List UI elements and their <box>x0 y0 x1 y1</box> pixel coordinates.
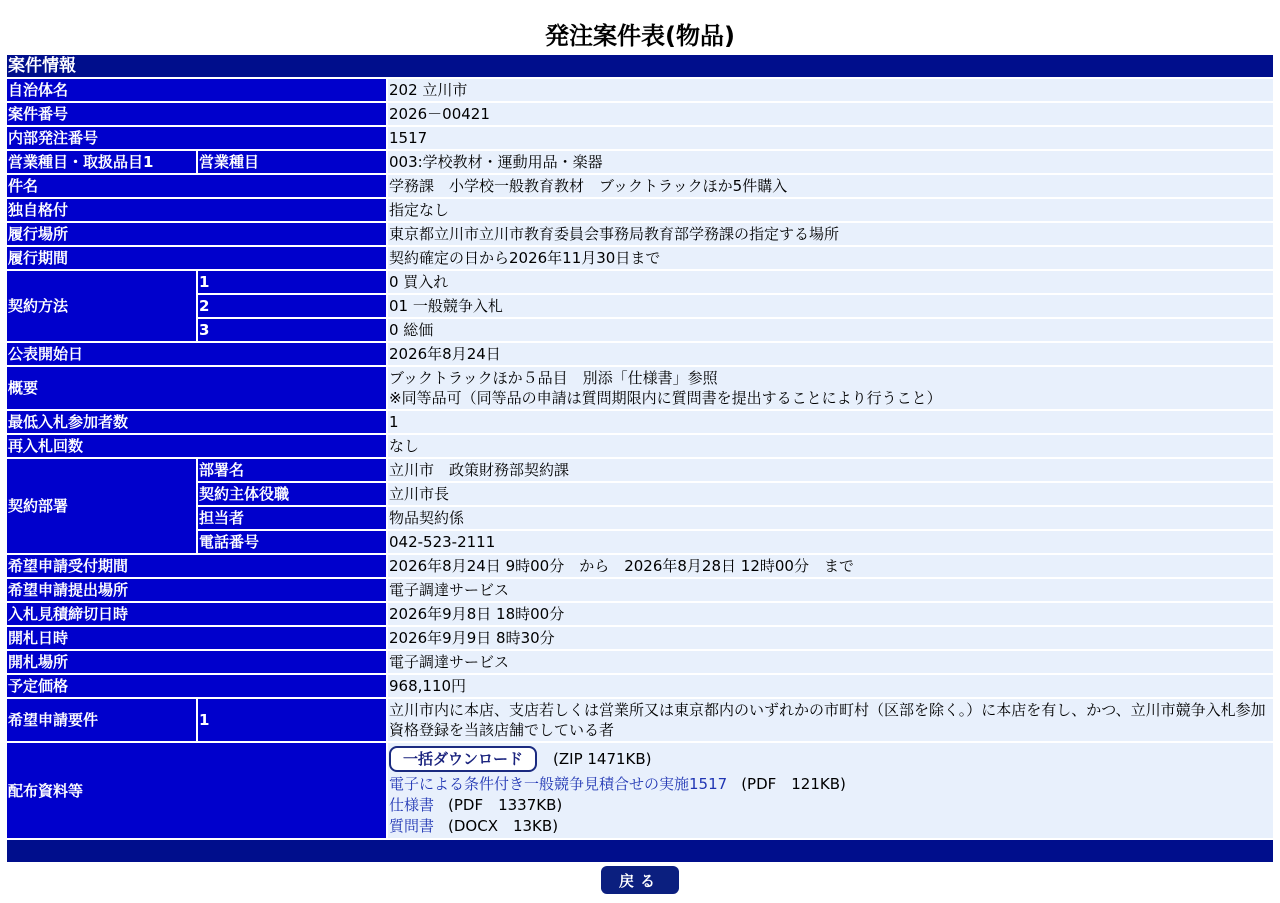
label-opening-place: 開札場所 <box>7 651 386 673</box>
label-application-period: 希望申請受付期間 <box>7 555 386 577</box>
table-row <box>7 555 1273 577</box>
file-link-announcement[interactable]: 電子による条件付き一般競争見積合せの実施1517 <box>389 775 728 793</box>
section-header: 案件情報 <box>7 55 1273 77</box>
table-row <box>7 79 1273 101</box>
value-rebid-count: なし <box>388 435 1273 457</box>
table-row <box>7 459 1273 481</box>
file-item <box>389 795 1272 816</box>
sublabel-phone-number: 電話番号 <box>198 531 386 553</box>
value-application-period: 2026年8月24日 9時00分 から 2026年8月28日 12時00分 まで <box>388 555 1273 577</box>
table-row <box>7 343 1273 365</box>
table-row <box>7 743 1273 838</box>
label-municipality: 自治体名 <box>7 79 386 101</box>
file-info: (PDF 121KB) <box>741 775 846 793</box>
table-row <box>7 627 1273 649</box>
table-row <box>7 483 1273 505</box>
table-footer-bar <box>7 840 1273 862</box>
label-application-requirements: 希望申請要件 <box>7 699 196 741</box>
label-application-place: 希望申請提出場所 <box>7 579 386 601</box>
label-overview: 概要 <box>7 367 386 409</box>
file-item <box>389 816 1272 837</box>
value-opening-place: 電子調達サービス <box>388 651 1273 673</box>
value-documents <box>388 743 1273 838</box>
overview-line: ※同等品可（同等品の申請は質問期限内に質問書を提出することにより行うこと） <box>389 389 942 407</box>
value-min-bidders: 1 <box>388 411 1273 433</box>
value-subject: 学務課 小学校一般教育教材 ブックトラックほか5件購入 <box>388 175 1273 197</box>
value-application-place: 電子調達サービス <box>388 579 1273 601</box>
file-info: (DOCX 13KB) <box>448 817 559 835</box>
footer-row <box>7 840 1273 862</box>
label-contract-method: 契約方法 <box>7 271 196 341</box>
value-department-name: 立川市 政策財務部契約課 <box>388 459 1273 481</box>
table-row <box>7 411 1273 433</box>
value-contract-method-1: 0 買入れ <box>388 271 1273 293</box>
table-row <box>7 319 1273 341</box>
label-contract-department: 契約部署 <box>7 459 196 553</box>
sublabel-contract-method-1: 1 <box>198 271 386 293</box>
table-row <box>7 699 1273 741</box>
table-row <box>7 199 1273 221</box>
back-button-area <box>0 864 1280 894</box>
table-row <box>7 247 1273 269</box>
sublabel-contract-method-3: 3 <box>198 319 386 341</box>
label-case-number: 案件番号 <box>7 103 386 125</box>
label-place-of-performance: 履行場所 <box>7 223 386 245</box>
table-row <box>7 675 1273 697</box>
sublabel-person-in-charge: 担当者 <box>198 507 386 529</box>
value-publication-start: 2026年8月24日 <box>388 343 1273 365</box>
table-row <box>7 175 1273 197</box>
sublabel-contracting-official: 契約主体役職 <box>198 483 386 505</box>
label-opening-datetime: 開札日時 <box>7 627 386 649</box>
back-button[interactable]: 戻る <box>601 866 679 894</box>
value-internal-order-number: 1517 <box>388 127 1273 149</box>
table-row <box>7 295 1273 317</box>
table-row <box>7 103 1273 125</box>
label-rebid-count: 再入札回数 <box>7 435 386 457</box>
bulk-download-row <box>389 744 1272 774</box>
table-row <box>7 507 1273 529</box>
label-original-rating: 独自格付 <box>7 199 386 221</box>
label-estimated-price: 予定価格 <box>7 675 386 697</box>
value-overview <box>388 367 1273 409</box>
label-business-category: 営業種目・取扱品目1 <box>7 151 196 173</box>
table-row <box>7 579 1273 601</box>
value-bid-deadline: 2026年9月8日 18時00分 <box>388 603 1273 625</box>
value-contract-method-2: 01 一般競争入札 <box>388 295 1273 317</box>
sublabel-business-category: 営業種目 <box>198 151 386 173</box>
value-person-in-charge: 物品契約係 <box>388 507 1273 529</box>
value-contract-method-3: 0 総価 <box>388 319 1273 341</box>
sublabel-department-name: 部署名 <box>198 459 386 481</box>
table-row <box>7 435 1273 457</box>
sublabel-application-requirement-1: 1 <box>198 699 386 741</box>
value-contracting-official: 立川市長 <box>388 483 1273 505</box>
table-row <box>7 531 1273 553</box>
page-title: 発注案件表(物品) <box>545 22 735 50</box>
value-estimated-price: 968,110円 <box>388 675 1273 697</box>
table-row <box>7 603 1273 625</box>
value-case-number: 2026－00421 <box>388 103 1273 125</box>
table-row <box>7 223 1273 245</box>
file-link-question-form[interactable]: 質問書 <box>389 817 435 835</box>
bulk-download-button[interactable]: 一括ダウンロード <box>389 746 537 772</box>
overview-line: ブックトラックほか５品目 別添「仕様書」参照 <box>389 369 718 387</box>
table-row <box>7 651 1273 673</box>
file-info: (PDF 1337KB) <box>448 796 563 814</box>
section-header-row <box>7 55 1273 77</box>
value-place-of-performance: 東京都立川市立川市教育委員会事務局教育部学務課の指定する場所 <box>388 223 1273 245</box>
value-original-rating: 指定なし <box>388 199 1273 221</box>
table-row <box>7 151 1273 173</box>
label-publication-start: 公表開始日 <box>7 343 386 365</box>
value-phone-number: 042-523-2111 <box>388 531 1273 553</box>
label-period-of-performance: 履行期間 <box>7 247 386 269</box>
sublabel-contract-method-2: 2 <box>198 295 386 317</box>
value-business-category: 003:学校教材・運動用品・楽器 <box>388 151 1273 173</box>
bulk-download-info: (ZIP 1471KB) <box>553 750 652 768</box>
file-link-specification[interactable]: 仕様書 <box>389 796 435 814</box>
table-row <box>7 367 1273 409</box>
table-row <box>7 271 1273 293</box>
label-documents: 配布資料等 <box>7 743 386 838</box>
label-internal-order-number: 内部発注番号 <box>7 127 386 149</box>
table-row <box>7 127 1273 149</box>
value-application-requirement-1: 立川市内に本店、支店若しくは営業所又は東京都内のいずれかの市町村（区部を除く。）に本店を有し、かつ、立川市競争入札参加資格登録を当該店舗でしている者 <box>388 699 1273 741</box>
value-period-of-performance: 契約確定の日から2026年11月30日まで <box>388 247 1273 269</box>
case-info-table <box>5 53 1275 864</box>
label-min-bidders: 最低入札参加者数 <box>7 411 386 433</box>
label-bid-deadline: 入札見積締切日時 <box>7 603 386 625</box>
value-opening-datetime: 2026年9月9日 8時30分 <box>388 627 1273 649</box>
value-municipality: 202 立川市 <box>388 79 1273 101</box>
label-subject: 件名 <box>7 175 386 197</box>
file-item <box>389 774 1272 795</box>
